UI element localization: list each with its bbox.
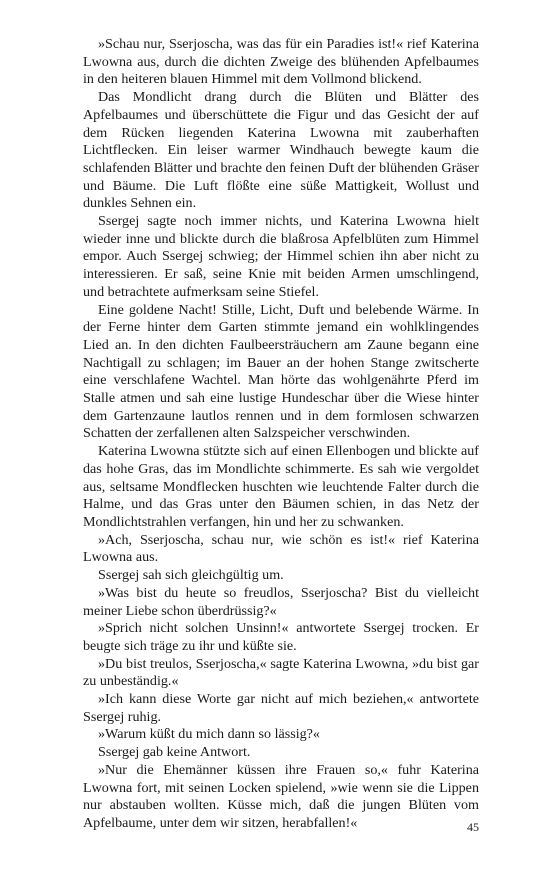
body-text [83,36,479,833]
paragraph-2: Das Mondlicht drang durch die Blüten und Blätter des Apfelbaumes und überschüttete die Figur und das Gesicht der auf dem Rücken liegenden Katerina Lwowna mit zauberhaften Lichtflecken. Ein leiser warmer Windhauch bewegte kaum die schlafenden Blätter und brachte den feinen Duft der blühenden Gräser und Bäume. Die Luft flößte eine süße Mattigkeit, Wollust und dunkles Sehnen ein. [83,89,479,212]
paragraph-6: »Ach, Sserjoscha, schau nur, wie schön es ist!« rief Katerina Lwowna aus. [83,531,479,566]
page-number: 45 [467,820,479,834]
paragraph-3: Ssergej sagte noch immer nichts, und Katerina Lwowna hielt wieder inne und blickte durch die blaßrosa Apfelblüten zum Himmel empor. Auch Ssergej schwieg; der Himmel schien ihn aber nicht zu interessieren. Er saß, seine Knie mit beiden Armen umschlingend, und betrachtete aufmerksam seine Stiefel. [83,213,479,300]
paragraph-13: Ssergej gab keine Antwort. [98,744,251,761]
paragraph-14: »Nur die Ehemänner küssen ihre Frauen so,« fuhr Katerina Lwowna fort, mit seinen Locken spielend, »wie wenn sie die Lippen nur abstauben wollten. Küsse mich, daß die jungen Blüten vom Apfelbaume, unter dem wir sitzen, herabfallen!« [83,761,479,831]
paragraph-5: Katerina Lwowna stützte sich auf einen Ellenbogen und blickte auf das hohe Gras, das im Mondlichte schimmerte. Es sah wie vergoldet aus, seltsame Mondflecken huschten wie leuchtende Falter durch die Halme, und das Gras unter den Bäumen schien, in das Netz der Mondlichtstrahlen verfangen, hin und her zu schwanken. [83,443,479,530]
paragraph-4: Eine goldene Nacht! Stille, Licht, Duft und belebende Wärme. In der Ferne hinter dem Garten stimmte jemand ein wohlklingendes Lied an. In den dichten Faulbeersträuchern am Zaune begann eine Nachtigall zu schlagen; im Bauer an der hohen Stange zwitscherte eine verschlafene Wachtel. Man hörte das wohlgenährte Pferd im Stalle atmen und sah eine lustige Hundeschar über die Wiese hinter dem Gartenzaune lautlos rennen und in dem formlosen schwarzen Schatten der zerfallenen alten Salzspeicher verschwinden. [83,301,479,442]
paragraph-8: »Was bist du heute so freudlos, Sserjoscha? Bist du vielleicht meiner Liebe schon überdrüssig?« [83,584,479,619]
paragraph-9: »Sprich nicht solchen Unsinn!« antwortete Ssergej trocken. Er beugte sich träge zu ihr und küßte sie. [83,620,479,654]
paragraph-7: Ssergej sah sich gleichgültig um. [98,567,284,584]
paragraph-11: »Ich kann diese Worte gar nicht auf mich beziehen,« antwortete Ssergej ruhig. [83,691,479,725]
paragraph-1: »Schau nur, Sserjoscha, was das für ein Paradies ist!« rief Katerina Lwowna aus, durch die dichten Zweige des blühenden Apfelbaumes in den heiteren blauen Himmel mit dem Vollmond blickend. [83,36,479,88]
paragraph-12: »Warum küßt du mich dann so lässig?« [98,726,320,743]
paragraph-10: »Du bist treulos, Sserjoscha,« sagte Katerina Lwowna, »du bist gar zu unbeständig.« [83,655,479,690]
